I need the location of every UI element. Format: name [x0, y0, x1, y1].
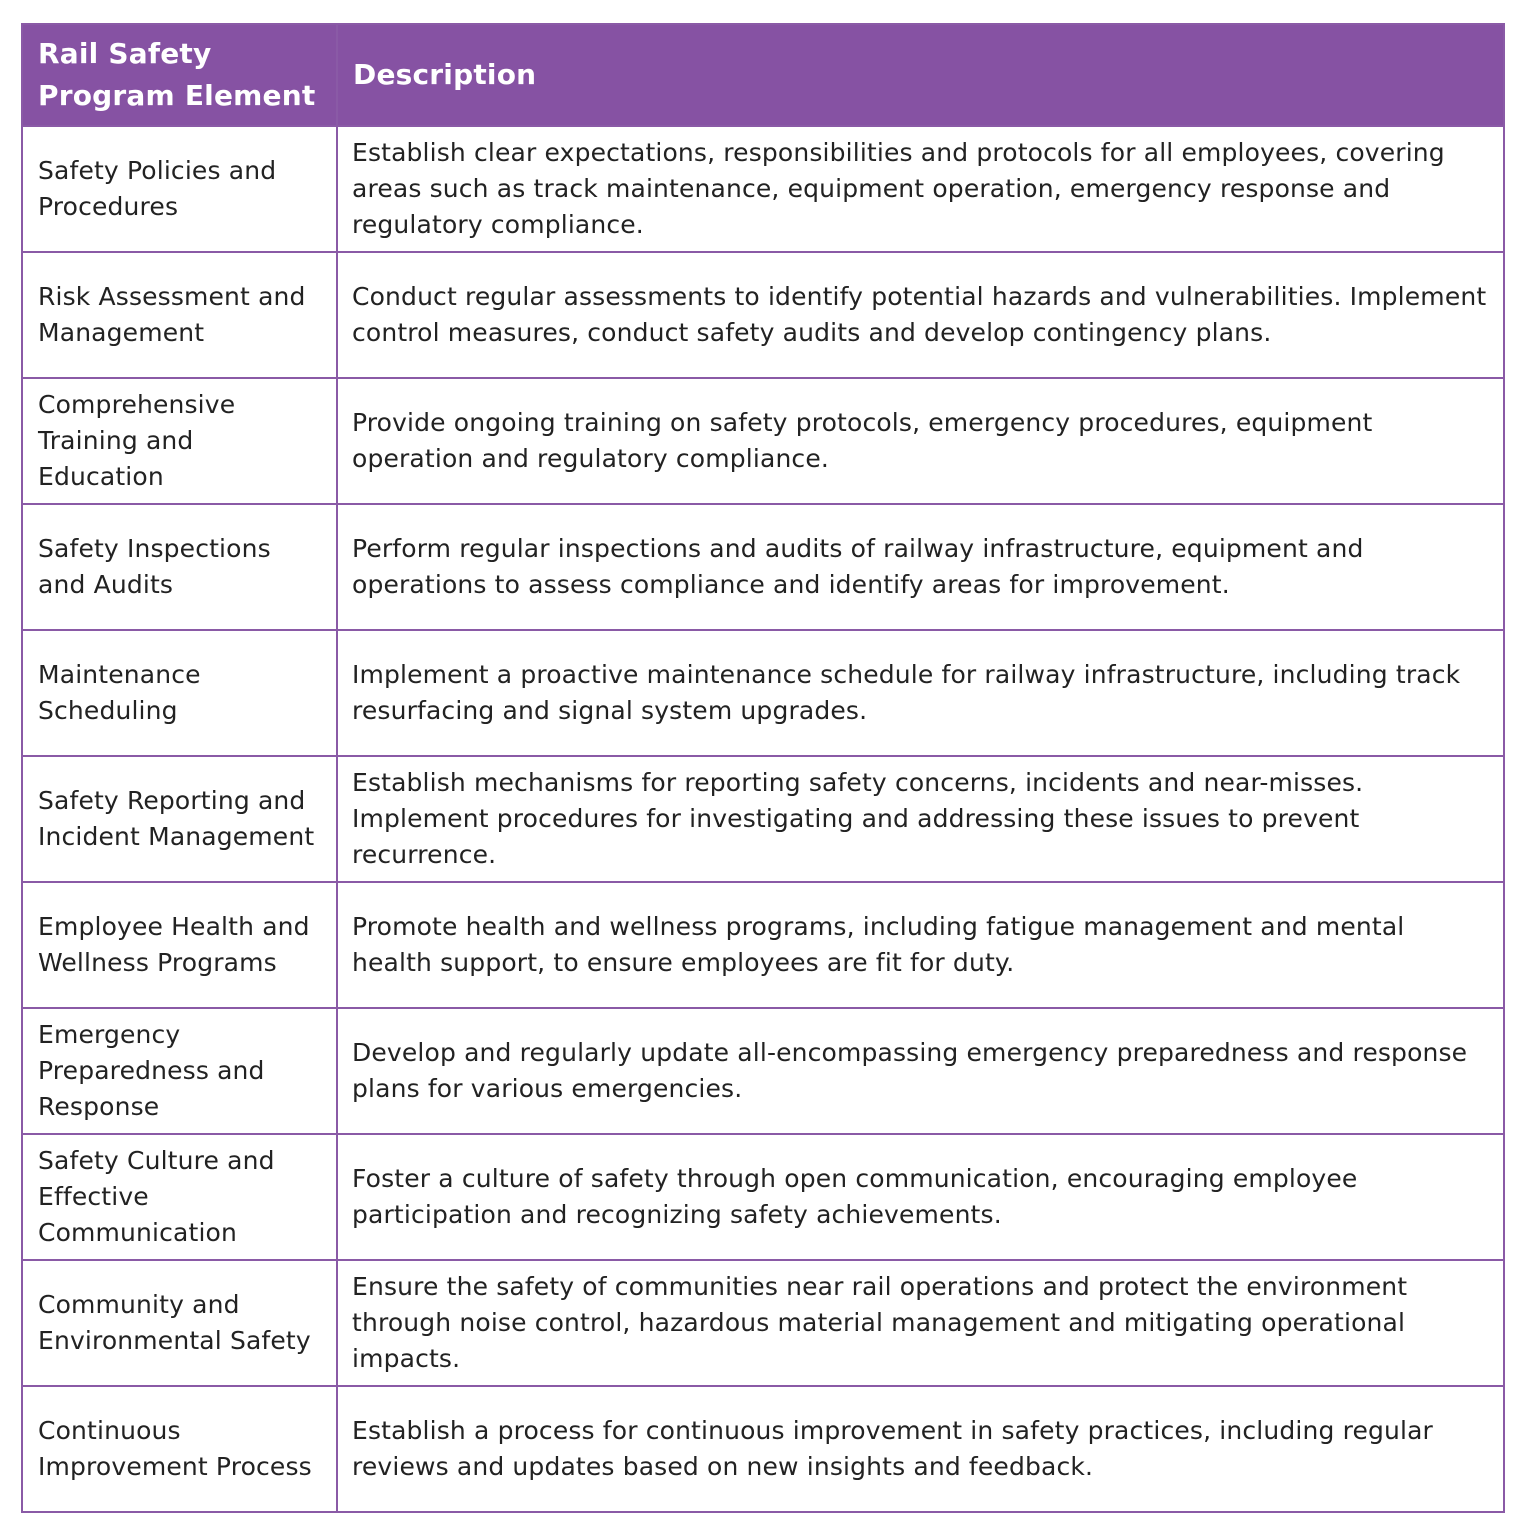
description-cell: Perform regular inspections and audits of railway infrastructure, equipment and operations to assess compliance and identify areas for improvement.: [337, 504, 1504, 630]
description-cell: Conduct regular assessments to identify potential hazards and vulnerabilities. Implement control measures, conduct safety audits and develop contingency plans.: [337, 252, 1504, 378]
element-cell: Employee Health and Wellness Programs: [22, 882, 337, 1008]
safety-program-table-container: [21, 23, 1503, 1513]
description-cell: Develop and regularly update all-encompassing emergency preparedness and response plans for various emergencies.: [337, 1008, 1504, 1134]
table-row: [22, 504, 1504, 630]
description-cell: Establish clear expectations, responsibilities and protocols for all employees, covering areas such as track maintenance, equipment operation, emergency response and regulatory compliance.: [337, 126, 1504, 252]
element-cell: Comprehensive Training and Education: [22, 378, 337, 504]
table-row: [22, 1008, 1504, 1134]
element-cell: Continuous Improvement Process: [22, 1386, 337, 1512]
description-cell: Provide ongoing training on safety protocols, emergency procedures, equipment operation and regulatory compliance.: [337, 378, 1504, 504]
element-cell: Community and Environmental Safety: [22, 1260, 337, 1386]
description-cell: Ensure the safety of communities near rail operations and protect the environment through noise control, hazardous material management and mitigating operational impacts.: [337, 1260, 1504, 1386]
description-cell: Promote health and wellness programs, including fatigue management and mental health support, to ensure employees are fit for duty.: [337, 882, 1504, 1008]
element-cell: Safety Culture and Effective Communication: [22, 1134, 337, 1260]
table-row: [22, 378, 1504, 504]
description-cell: Foster a culture of safety through open communication, encouraging employee participation and recognizing safety achievements.: [337, 1134, 1504, 1260]
header-row: [22, 24, 1504, 126]
description-cell: Implement a proactive maintenance schedule for railway infrastructure, including track resurfacing and signal system upgrades.: [337, 630, 1504, 756]
table-row: [22, 126, 1504, 252]
element-cell: Maintenance Scheduling: [22, 630, 337, 756]
table-row: [22, 630, 1504, 756]
element-cell: Safety Policies and Procedures: [22, 126, 337, 252]
table-row: [22, 252, 1504, 378]
column-header-element: Rail Safety Program Element: [22, 24, 337, 126]
table-row: [22, 756, 1504, 882]
table-header: [22, 24, 1504, 126]
table-row: [22, 1386, 1504, 1512]
description-cell: Establish a process for continuous improvement in safety practices, including regular reviews and updates based on new insights and feedback.: [337, 1386, 1504, 1512]
element-cell: Safety Reporting and Incident Management: [22, 756, 337, 882]
table-row: [22, 1260, 1504, 1386]
table-row: [22, 1134, 1504, 1260]
table-row: [22, 882, 1504, 1008]
element-cell: Safety Inspections and Audits: [22, 504, 337, 630]
element-cell: Emergency Preparedness and Response: [22, 1008, 337, 1134]
safety-program-table: [21, 23, 1505, 1513]
element-cell: Risk Assessment and Management: [22, 252, 337, 378]
column-header-description: Description: [337, 24, 1504, 126]
table-body: [22, 126, 1504, 1512]
description-cell: Establish mechanisms for reporting safety concerns, incidents and near-misses. Implement procedures for investigating and addressing these issues to prevent recurrence.: [337, 756, 1504, 882]
